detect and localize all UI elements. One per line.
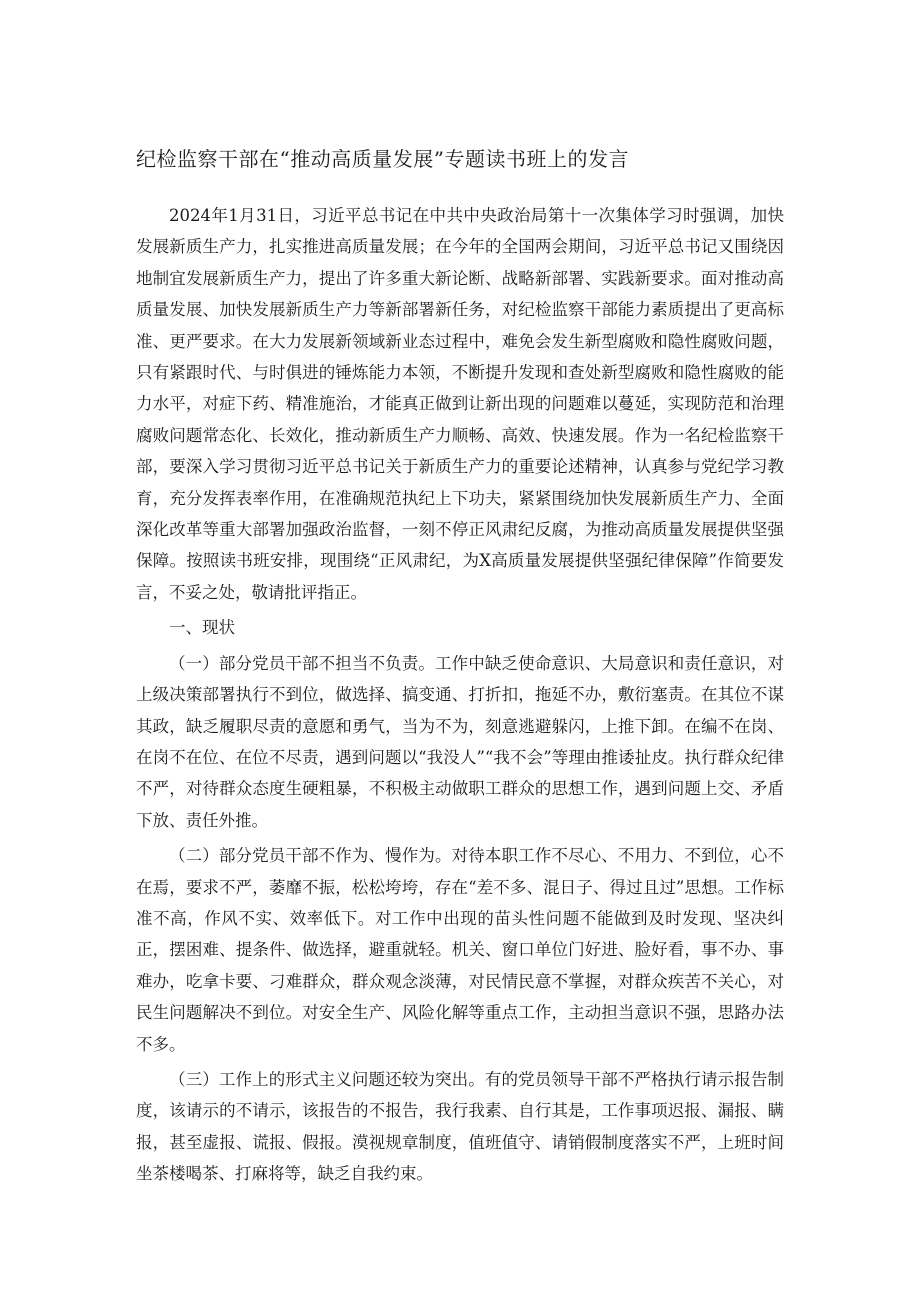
item-paragraph-2: （二）部分党员干部不作为、慢作为。对待本职工作不尽心、不用力、不到位，心不在焉，要求不严，萎靡不振，松松垮垮，存在“差不多、混日子、得过且过”思想。工作标准不高，作风不实、效率低下。对工作中出现的苗头性问题不能做到及时发现、坚决纠正，摆困难、提条件、做选择，避重就轻。机关、窗口单位门好进、脸好看，事不办、事难办，吃拿卡要、刁难群众，群众观念淡薄，对民情民意不掌握，对群众疾苦不关心，对民生问题解决不到位。对安全生产、风险化解等重点工作，主动担当意识不强，思路办法不多。 [136,846,784,1054]
item-paragraph-1: （一）部分党员干部不担当不负责。工作中缺乏使命意识、大局意识和责任意识，对上级决策部署执行不到位，做选择、搞变通、打折扣，拖延不办，敷衍塞责。在其位不谋其政，缺乏履职尽责的意愿和勇气，当为不为，刻意逃避躲闪，上推下卸。在编不在岗、在岗不在位、在位不尽责，遇到问题以“我没人”“我不会”等理由推诿扯皮。执行群众纪律不严，对待群众态度生硬粗暴，不积极主动做职工群众的思想工作，遇到问题上交、矛盾下放、责任外推。 [136,653,784,830]
item-paragraph-3: （三）工作上的形式主义问题还较为突出。有的党员领导干部不严格执行请示报告制度，该请示的不请示，该报告的不报告，我行我素、自行其是，工作事项迟报、漏报、瞒报，甚至虚报、谎报、假报。漠视规章制度，值班值守、请销假制度落实不严，上班时间坐茶楼喝茶、打麻将等，缺乏自我约束。 [136,1069,784,1184]
intro-paragraph: 2024年1月31日，习近平总书记在中共中央政治局第十一次集体学习时强调，加快发展新质生产力，扎实推进高质量发展；在今年的全国两会期间，习近平总书记又围绕因地制宜发展新质生产力，提出了许多重大新论断、战略新部署、实践新要求。面对推动高质量发展、加快发展新质生产力等新部署新任务，对纪检监察干部能力素质提出了更高标准、更严要求。在大力发展新领域新业态过程中，难免会发生新型腐败和隐性腐败问题，只有紧跟时代、与时俱进的锤炼能力本领，不断提升发现和查处新型腐败和隐性腐败的能力水平，对症下药、精准施治，才能真正做到让新出现的问题难以蔓延，实现防范和治理腐败问题常态化、长效化，推动新质生产力顺畅、高效、快速发展。作为一名纪检监察干部，要深入学习贯彻习近平总书记关于新质生产力的重要论述精神，认真参与党纪学习教育，充分发挥表率作用，在准确规范执纪上下功夫，紧紧围绕加快发展新质生产力、全面深化改革等重大部署加强政治监督，一刻不停正风肃纪反腐，为推动高质量发展提供坚强保障。按照读书班安排，现围绕“正风肃纪，为X高质量发展提供坚强纪律保障”作简要发言，不妥之处，敬请批评指正。 [136,206,784,602]
section-heading: 一、现状 [169,618,235,638]
document-title: 纪检监察干部在“推动高质量发展”专题读书班上的发言 [136,147,629,171]
